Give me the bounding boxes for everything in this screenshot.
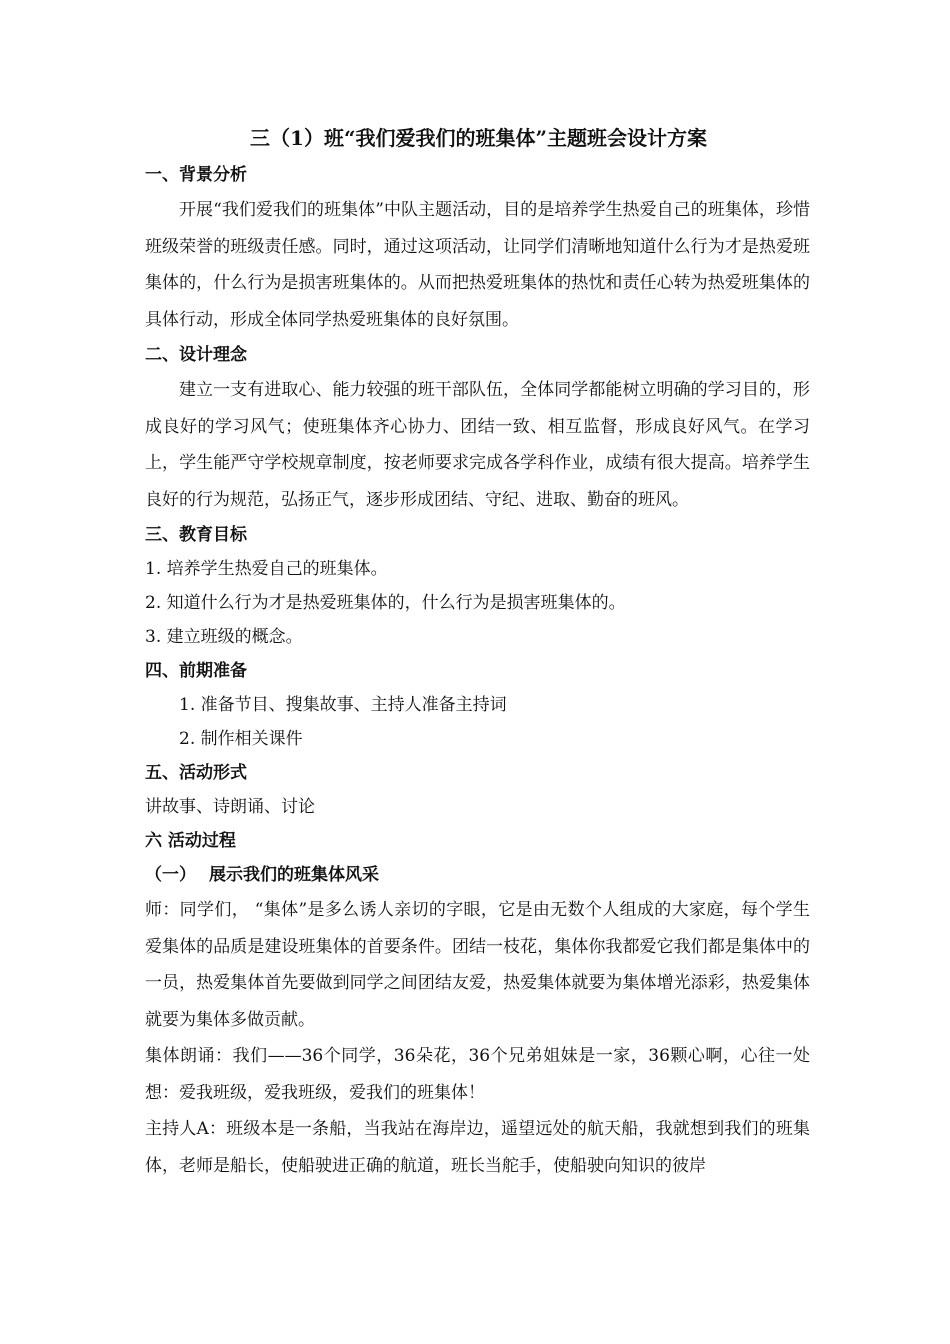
list-item: 3. 建立班级的概念。 (145, 627, 303, 647)
document-body (145, 118, 810, 1184)
section-concept (145, 338, 810, 518)
section-paragraph: 开展“我们爱我们的班集体”中队主题活动，目的是培养学生热爱自己的班集体，珍惜班级荣誉的班级责任感。同时，通过这项活动，让同学们清晰地知道什么行为才是热爱班集体的，什么行为是损害班集体的。从而把热爱班集体的热忱和责任心转为热爱班集体的具体行动，形成全体同学热爱班集体的良好氛围。 (145, 200, 810, 330)
subsection-title: 展示我们的班集体风采 (209, 865, 379, 885)
list-item: 1. 准备节目、搜集故事、主持人准备主持词 (179, 695, 507, 715)
section-heading: 三、教育目标 (145, 525, 247, 545)
section-heading: 四、前期准备 (145, 661, 247, 681)
section-paragraph: 集体朗诵：我们——36个同学，36朵花，36个兄弟姐妹是一家，36颗心啊，心往一处想：爱我班级，爱我班级，爱我们的班集体！ (145, 1046, 810, 1103)
section-heading: 一、背景分析 (145, 165, 247, 185)
list-item: 2. 制作相关课件 (179, 729, 303, 749)
section-heading: 二、设计理念 (145, 345, 247, 365)
section-process (145, 824, 810, 1184)
section-heading: 五、活动形式 (145, 763, 247, 783)
section-paragraph: 师：同学们， “集体”是多么诱人亲切的字眼，它是由无数个人组成的大家庭，每个学生爱集体的品质是建设班集体的首要条件。团结一枝花，集体你我都爱它我们都是集体中的一员，热爱集体首先要做到同学之间团结友爱，热爱集体就要为集体增光添彩，热爱集体就要为集体多做贡献。 (145, 900, 810, 1030)
section-text: 讲故事、诗朗诵、讨论 (145, 797, 315, 817)
subsection-heading (145, 858, 810, 892)
section-paragraph: 主持人A：班级本是一条船，当我站在海岸边，遥望远处的航天船，我就想到我们的班集体，老师是船长，使船驶进正确的航道，班长当舵手，使船驶向知识的彼岸 (145, 1119, 810, 1176)
section-preparation (145, 654, 810, 756)
list-item: 1. 培养学生热爱自己的班集体。 (145, 559, 388, 579)
section-goals (145, 518, 810, 654)
document-title: 三（1）班“我们爱我们的班集体”主题班会设计方案 (250, 126, 707, 150)
section-form (145, 756, 810, 824)
section-background (145, 158, 810, 338)
subsection-number: （一） (145, 865, 196, 885)
section-paragraph: 建立一支有进取心、能力较强的班干部队伍，全体同学都能树立明确的学习目的，形成良好的学习风气；使班集体齐心协力、团结一致、相互监督，形成良好风气。在学习上，学生能严守学校规章制度，按老师要求完成各学科作业，成绩有很大提高。培养学生良好的行为规范，弘扬正气，逐步形成团结、守纪、进取、勤奋的班风。 (145, 380, 810, 510)
list-item: 2. 知道什么行为才是热爱班集体的，什么行为是损害班集体的。 (145, 593, 626, 613)
section-heading: 六 活动过程 (145, 831, 236, 851)
